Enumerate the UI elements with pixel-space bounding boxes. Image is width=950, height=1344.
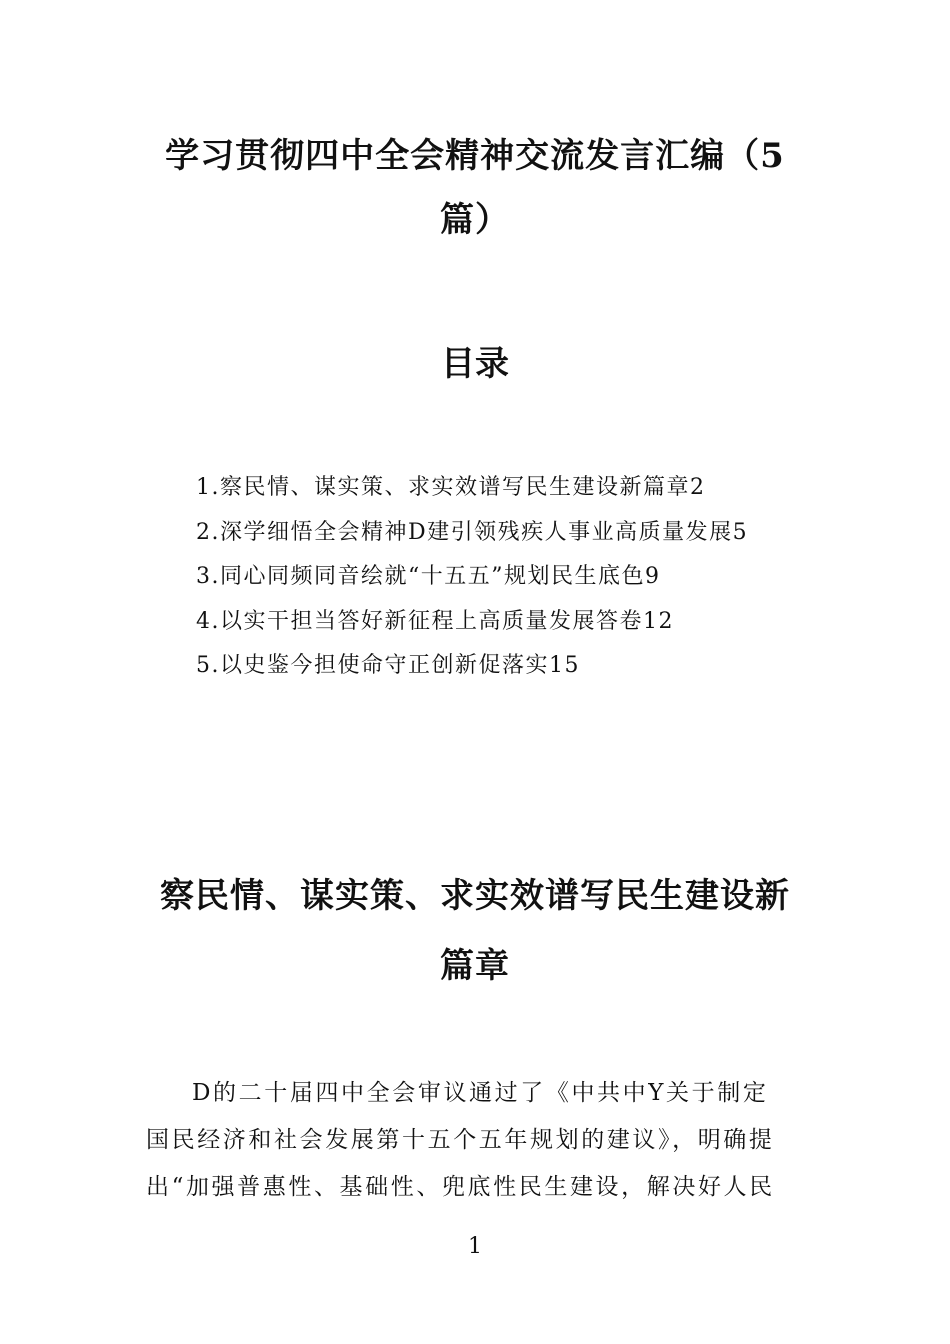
toc-heading: 目录 [441,344,509,384]
toc-item-4[interactable]: 4.以实干担当答好新征程上高质量发展答卷12 [196,608,674,634]
body-paragraph-line-1: D的二十届四中全会审议通过了《中共中Y关于制定 [192,1080,769,1106]
body-paragraph-line-3: 出“加强普惠性、基础性、兜底性民生建设，解决好人民 [146,1174,775,1200]
document-title-line-2: 篇） [440,200,510,240]
section-title-line-2: 篇章 [440,946,510,986]
toc-item-5[interactable]: 5.以史鉴今担使命守正创新促落实15 [196,653,580,678]
table-of-contents [196,466,748,689]
document-title-line-1: 学习贯彻四中全会精神交流发言汇编（5 [165,136,785,176]
toc-item-3[interactable]: 3.同心同频同音绘就“十五五”规划民生底色9 [196,564,661,589]
page-number: 1 [468,1234,482,1259]
toc-item-2[interactable]: 2.深学细悟全会精神D建引领残疾人事业高质量发展5 [196,519,749,545]
body-paragraph-line-2: 国民经济和社会发展第十五个五年规划的建议》，明确提 [146,1127,775,1153]
toc-item-1[interactable]: 1.察民情、谋实策、求实效谱写民生建设新篇章2 [196,475,706,500]
section-title-line-1: 察民情、谋实策、求实效谱写民生建设新 [160,876,790,916]
